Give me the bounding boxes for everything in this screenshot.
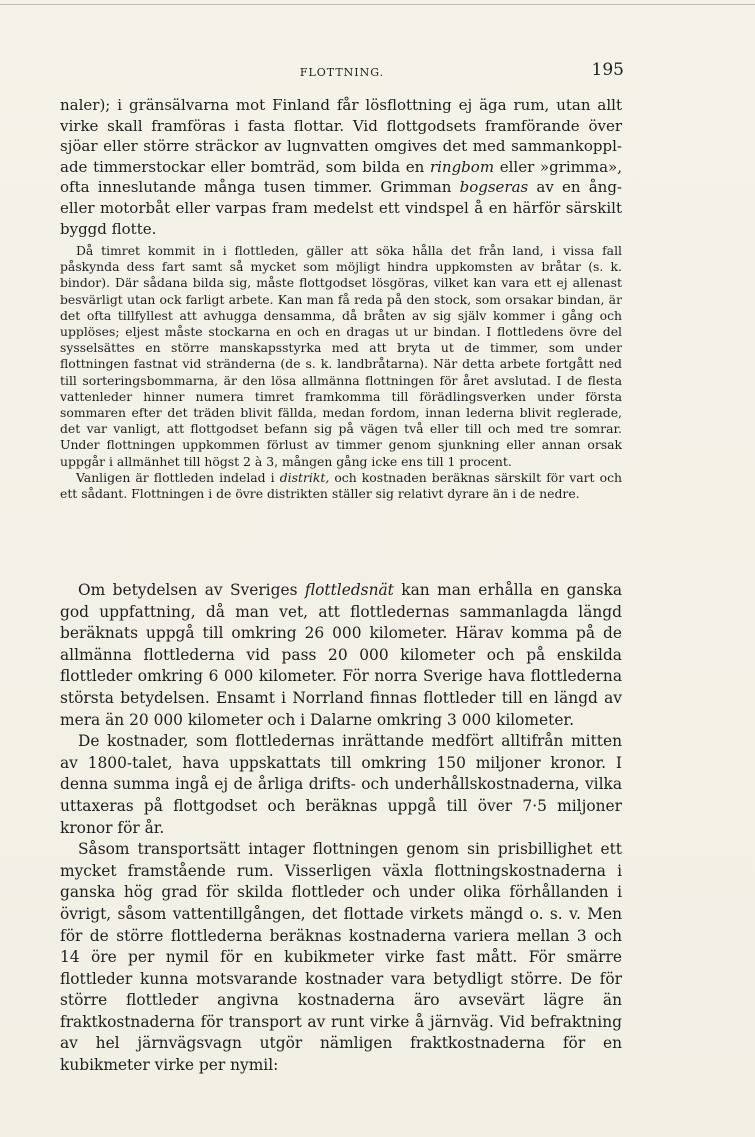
small-paragraph: Då timret kommit in i flottleden, gäller att söka hålla det från land, i vissa fall påskynda dess fart samt så mycket som möjligt hindra uppkomsten av bråtar (s. k. bindor). Där sådana bilda sig, måste flottgodset lösgöras, vilket kan vara ett ej allenast besvärligt utan ock farligt arbete. Kan man få reda på den stock, som orsakar bindan, är det ofta tillfyllest att avhugga densamma, då bråten av sig själv kommer i gång och upplöses; eljest måste stockarna en och en dragas ut ur bindan. I flottledens övre del sysselsättes en större manskapsstyrka med att bryta ut de timmer, som under flottningen fastnat vid stränderna (de s. k. landbråtarna). När detta arbete fortgått ned till sorteringsbommarna, är den lösa allmänna flottningen för året avslutad. I de flesta vattenleder hinner numera timret framkomma till förädlingsverken under första sommaren efter det träden blivit fällda, medan fordom, innan lederna blivit reglerade, det var vanligt, att flottgodset befann sig på vägen två eller till och med tre somrar. Under flottningen uppkommen förlust av timmer genom sjunkning eller annan orsak uppgår i allmänhet till högst 2 à 3, mången gång icke ens till 1 procent.	[60, 243, 622, 469]
opening-paragraph	[60, 95, 622, 239]
small-print-section	[60, 243, 622, 502]
main-text-section	[60, 580, 622, 1077]
text-run: och kostnaden beräknas särskilt för vart och ett sådant. Flottningen i de övre distrikten ställer sig relativt dyrare än i de nedre.	[60, 469, 622, 502]
text-run: Om betydelsen av Sveriges	[78, 581, 305, 599]
small-paragraph	[60, 470, 622, 502]
italic-term: ringbom	[429, 157, 495, 176]
italic-term: bogseras	[459, 178, 529, 197]
paragraph: De kostnader, som flottledernas inrättande medfört alltifrån mitten av 1800-talet, hava uppskattats till omkring 150 miljoner kronor. I denna summa ingå ej de årliga drifts- och underhållskostnaderna, vilka uttaxeras på flottgodset och beräknas uppgå till över 7·5 miljoner kronor för år.	[60, 732, 622, 837]
text-run: av en ång- eller motorbåt eller varpas fram medelst ett vindspel å en härför särskilt byggd flotte.	[60, 178, 622, 238]
italic-term: distrikt,	[279, 469, 330, 485]
text-run: eller »grimma», ofta inneslutande många tusen timmer. Grimman	[60, 157, 622, 197]
text-run: kan man erhålla en ganska god uppfattning, då man vet, att flottledernas sammanlagda längd beräknats uppgå till omkring 26 000 kilometer. Härav komma på de allmänna flottlederna vid pass 20 000 kilometer och på enskilda flottleder omkring 6 000 kilometer. För norra Sverige hava flottlederna största betydelsen. Ensamt i Norrland finnas flottleder till en längd av mera än 20 000 kilometer och i Dalarne omkring 3 000 kilometer.	[60, 581, 622, 729]
page-number: 195	[591, 60, 624, 80]
text-run: Vanligen är flottleden indelad i	[76, 469, 280, 485]
paragraph	[60, 95, 622, 239]
running-header	[60, 60, 624, 82]
page-edge-line	[0, 4, 755, 5]
paragraph	[60, 580, 622, 731]
paragraph: Såsom transportsätt intager flottningen genom sin prisbillighet ett mycket framstående rum. Visserligen växla flottningskostnaderna i ganska hög grad för skilda flottleder och under olika förhållanden i övrigt, såsom vattentillgången, det flottade virkets mängd o. s. v. Men för de större flottlederna beräknas kostnaderna variera mellan 3 och 14 öre per nymil för en kubikmeter virke fast mått. För smärre flottleder kunna motsvarande kostnader vara betydligt större. De för större flottleder angivna kostnaderna äro avsevärt lägre än fraktkostnaderna för transport av runt virke å järnväg. Vid befraktning av hel järnvägsvagn utgör nämligen fraktkostnaderna för en kubikmeter virke per nymil:	[60, 840, 622, 1075]
italic-term: flottledsnät	[304, 581, 394, 599]
running-title: FLOTTNING.	[299, 66, 385, 79]
text-run: naler); i gränsälvarna mot Finland får lösflottning ej äga rum, utan allt virke skall framföras i fasta flottar. Vid flottgodsets framförande över sjöar eller större sträckor av lugnvatten omgives det med sammankopplade timmerstockar eller bomträd, som bilda en	[60, 96, 622, 176]
